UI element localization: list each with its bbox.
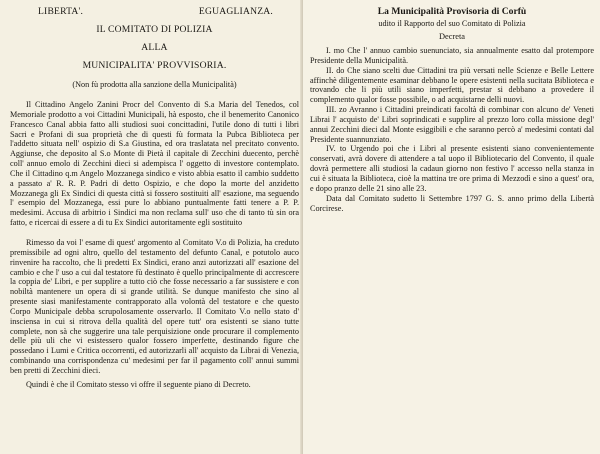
decree-item-4: IV. to Urgendo poi che i Libri al presente esistenti siano convenientemente conservati, avrà dovere di attendere a tal uopo il Bibliotecario del Convento, il quale dovrà permettere alli studiosi la cadaun giorno non festivo l' accesso nella stanza in cui è situata la Biblioteca, cioè la mattina tre ore prima di Mezzodì e sino a quest' ora, e dopo pranzo delle 21 sino alle 23. bbox=[310, 144, 594, 193]
decree-dated: Data dal Comitato sudetto li Settembre 1797 G. S. anno primo della Libertà Corcirese. bbox=[310, 193, 594, 213]
decree-item-3: III. zo Avranno i Cittadini preindicati facoltà di combinar con alcuno de' Veneti Librai l' acquisto de' Libri soprindicati e supplire al prezzo loro colla missione degl' annui Zecchini dieci dal Monte esiggibili e che saranno percò a' medesimi contati dal Presidente suannunziato. bbox=[310, 105, 594, 144]
right-title: La Municipalità Provisoria di Corfù bbox=[377, 6, 527, 17]
header-municipalita: MUNICIPALITA' PROVVISORIA. bbox=[82, 60, 227, 71]
right-subtitle: udito il Rapporto del suo Comitato di Polizia bbox=[378, 19, 526, 28]
left-subtitle: (Non fù prodotta alla sanzione della Municipalità) bbox=[72, 80, 237, 89]
left-paragraph-3: Quindi è che il Comitato stesso vi offre il seguente piano di Decreto. bbox=[26, 379, 251, 389]
left-paragraph-1: Il Cittadino Angelo Zanini Procr del Convento di S.a Maria del Tenedos, col Memoriale prodotto a voi Cittadini Municipali, hà esposto, che il benemerito Canonico Francesco Canal abbia fatto alli studiosi suoi concittadini, l'utile dono di tutti i libri Sacri e Profani di sua proprietà che di questi fù formata la Pubca Biblioteca per l'addetto situata nell' ospizio di S.a Giustina, ed ora traslatata nel precitato convento. Aggiunse, che deposito al S.o Monte di Pietà il capitale di Zecchini duecento, perchè coll' annuo emolo di Zecchini dieci si adempisca l' oggetto di investore contemplato. Che il Cittadino q.m Angelo Mozzanega sindico e visto abbia esatto il cambio suddetto a passato a' R. R. P. Padri di detto Ospizio, e che dopo la morte del anzidetto Mozzanega gli Ex Sindici di questa città si fossero sostituiti all' esazione, ma seguendo l' esempio del Mozzanega, essi pure lo abbiano puntualmente fatti tenere a P. P. medesimi. Accusa di arbitrio i Sindici ma non reclama sull' uso che di tanto tù sin ora fatto, e ricercai di essere a di tu Ex Sindici autoritamente egli sostituito bbox=[10, 100, 299, 228]
decree-item-1: I. mo Che l' annuo cambio suenunciato, sia annualmente esatto dal protempore Presidente della Municipalità. bbox=[310, 46, 594, 65]
decreta-heading: Decreta bbox=[438, 32, 466, 41]
header-alla: ALLA bbox=[141, 42, 168, 53]
decree-item-2: II. do Che siano scelti due Cittadini tra più versati nelle Scienze e Belle Lettere affinchè diligentemente esaminar debbano le opere esistenti nella sucitata Biblioteca e trovando che li più utili siano imperfetti, prestar si debbano a provedere il complemento qualor fosse possibile, o ad acquistarne delli nuovi. bbox=[310, 65, 594, 105]
header-comitato: IL COMITATO DI POLIZIA bbox=[96, 24, 213, 35]
left-paragraph-2: Rimesso da voi l' esame di quest' argomento al Comitato V.o di Polizia, ha creduto premissibile ad ogni altro, quello del testamento del defunto Canal, e potutolo auco rinvenire ha raccolto, che li predetti Ex Sindici, erano anzi autorizzati all' esazione del cambio e che l' uso a cui dal testatore fù destinato è quello principalmente di accrescere la coppia de' Libri, e per supplire a tutto ciò che fosse necessario a far sussistere e con nobiltà mantenere un opera di si grande utilità. Se dunque manifesto che sino al presente siasi manifestamente contrapporato alla volontà del testatore e che questo Corpo Municipale debba scrupolosamente osservarlo. Il Comitato V.o nello stato d' insciensa in cui si ritrova della qualità del opere tutt' ora esistenti se siano tutte complete, non sà che suggerire una tale perquisizione onde procurare il complemento delle più uli che vi esistessero qualor fossero imperfette, destinando figure che possedano i Lumi e Critica occorrenti, ed autorizzarli all' acquisto da Librai di Venezia, combinando una corrispondenza cu' medesimi per far il pagamento coll' annui summi ben pretti di Zecchini dieci. bbox=[10, 237, 299, 375]
header-liberta: LIBERTA'. bbox=[38, 6, 84, 17]
right-page bbox=[303, 0, 600, 454]
left-header-motto bbox=[10, 6, 299, 18]
header-eguaglianza: EGUAGLIANZA. bbox=[198, 6, 273, 17]
